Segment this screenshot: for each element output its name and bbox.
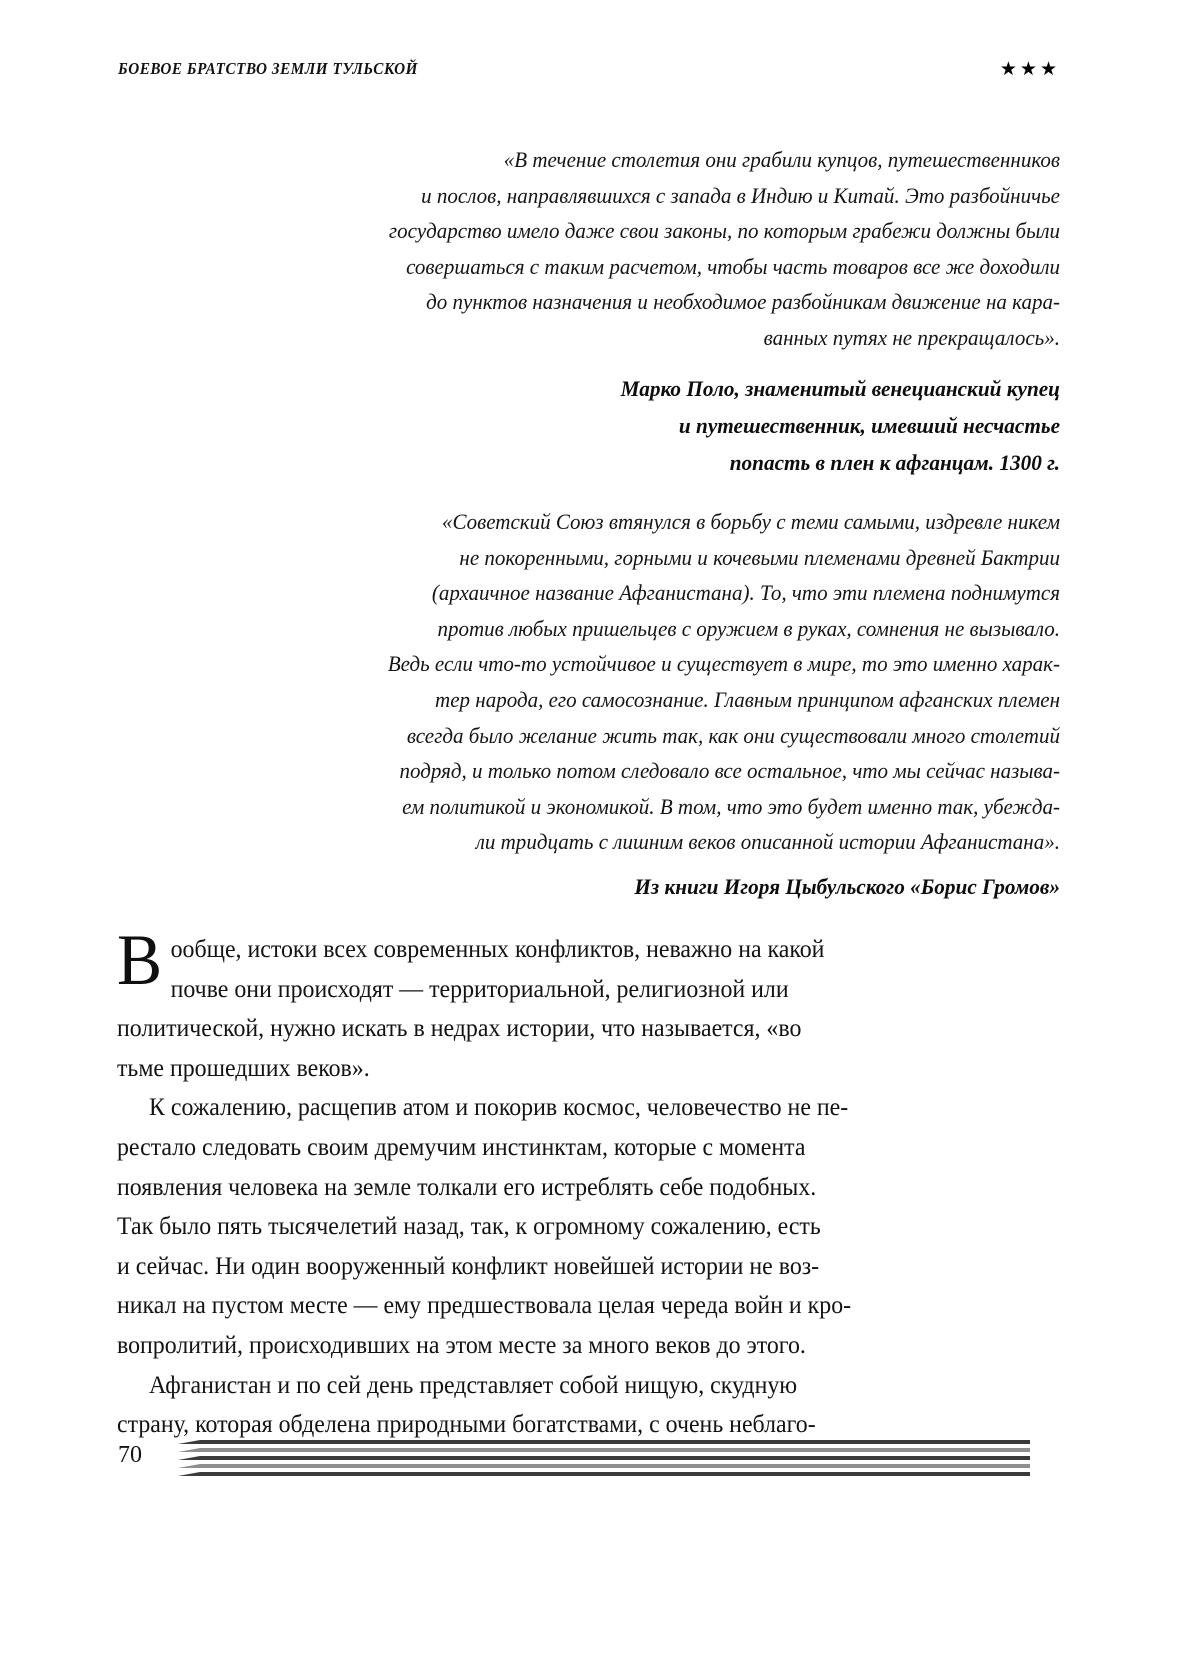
body-line: вопролитий, происходивших на этом месте за много веков до этого. bbox=[117, 1330, 806, 1359]
body-line: рестало следовать своим дремучим инстинктам, которые с момента bbox=[117, 1132, 806, 1161]
body-line: Так было пять тысячелетий назад, так, к огромному сожалению, есть bbox=[117, 1212, 821, 1241]
epigraph-line: государство имело даже свои законы, по которым грабежи должны были bbox=[388, 218, 1060, 244]
epigraph-quote-marco-polo bbox=[223, 142, 1060, 356]
attribution-line: Из книги Игоря Цыбульского «Борис Громов» bbox=[634, 874, 1060, 899]
paragraph-one bbox=[117, 920, 993, 1009]
epigraph-line: ванных путях не прекращалось». bbox=[763, 324, 1060, 350]
body-line: политической, нужно искать в недрах истории, что называется, «во bbox=[117, 1014, 802, 1043]
epigraph-line: ли тридцать с лишним веков описанной истории Афганистана». bbox=[475, 829, 1060, 855]
epigraph-quote-tsybulsky bbox=[223, 504, 1060, 860]
attribution-line: и путешественник, имевший несчастье bbox=[678, 413, 1060, 438]
body-line: ообще, истоки всех современных конфликтов, неважно на какой bbox=[170, 935, 825, 963]
epigraph-line: подряд, и только потом следовало все остальное, что мы сейчас называ- bbox=[399, 758, 1060, 784]
paragraph-two bbox=[117, 1088, 993, 1365]
body-line: страну, которая обделена природными богатствами, с очень неблаго- bbox=[117, 1410, 816, 1439]
footer-rule bbox=[178, 1440, 1030, 1444]
footer-rule bbox=[178, 1464, 1030, 1468]
body-line: К сожалению, расщепив атом и покорив космос, человечество не пе- bbox=[148, 1093, 849, 1122]
running-head bbox=[118, 52, 1060, 86]
epigraph-line: «Советский Союз втянулся в борьбу с теми самыми, издревле никем bbox=[441, 509, 1060, 534]
epigraph-line: всегда было желание жить так, как они существовали много столетий bbox=[406, 722, 1061, 748]
attribution-line: попасть в плен к афганцам. 1300 г. bbox=[729, 450, 1060, 475]
epigraph-line: до пунктов назначения и необходимое разбойникам движение на кара- bbox=[426, 289, 1060, 315]
body-line: Афганистан и по сей день представляет собой нищую, скудную bbox=[148, 1370, 798, 1399]
three-stars-icon: ★★★ bbox=[999, 58, 1060, 80]
body-line: появления человека на земле толкали его истреблять себе подобных. bbox=[117, 1172, 817, 1201]
epigraph-line: (архаичное название Афганистана). То, что эти племена поднимутся bbox=[431, 580, 1060, 606]
epigraph-line: против любых пришельцев с оружием в руках, сомнения не вызывало. bbox=[437, 615, 1061, 641]
body-line: никал на пустом месте — ему предшествовала целая череда войн и кро- bbox=[117, 1291, 852, 1320]
epigraph-line: совершаться с таким расчетом, чтобы часть товаров все же доходили bbox=[406, 253, 1060, 279]
body-line: почве они происходят — территориальной, религиозной или bbox=[170, 974, 789, 1003]
epigraph-attribution-marco-polo bbox=[308, 370, 1060, 481]
epigraph-line: не покоренными, горными и кочевыми племенами древней Бактрии bbox=[459, 544, 1060, 570]
body-line: тьме прошедших веков». bbox=[117, 1053, 370, 1082]
page-number: 70 bbox=[118, 1442, 142, 1468]
page-footer bbox=[0, 1428, 1178, 1508]
footer-rule bbox=[178, 1472, 1030, 1476]
footer-rule bbox=[178, 1448, 1030, 1452]
body-line: и сейчас. Ни один вооруженный конфликт новейшей истории не воз- bbox=[117, 1251, 820, 1280]
epigraph-attribution-tsybulsky bbox=[308, 868, 1060, 905]
epigraph-line: тер народа, его самосознание. Главным принципом афганских племен bbox=[435, 686, 1060, 712]
footer-rule bbox=[178, 1456, 1030, 1460]
body-text bbox=[117, 920, 993, 1445]
running-head-title: БОЕВОЕ БРАТСТВО ЗЕМЛИ ТУЛЬСКОЙ bbox=[118, 59, 418, 78]
epigraph-line: ем политикой и экономикой. В том, что это будет именно так, убежда- bbox=[402, 793, 1060, 819]
attribution-line: Марко Поло, знаменитый венецианский купец bbox=[620, 376, 1060, 401]
footer-decorative-rules bbox=[178, 1440, 1030, 1482]
epigraph-line: «В течение столетия они грабили купцов, путешественников bbox=[503, 147, 1060, 172]
epigraph-line: и послов, направлявшихся с запада в Индию и Китай. Это разбойничье bbox=[421, 182, 1060, 208]
drop-cap: В bbox=[117, 920, 163, 1000]
epigraph-line: Ведь если что-то устойчивое и существует в мире, то это именно харак- bbox=[387, 651, 1060, 677]
